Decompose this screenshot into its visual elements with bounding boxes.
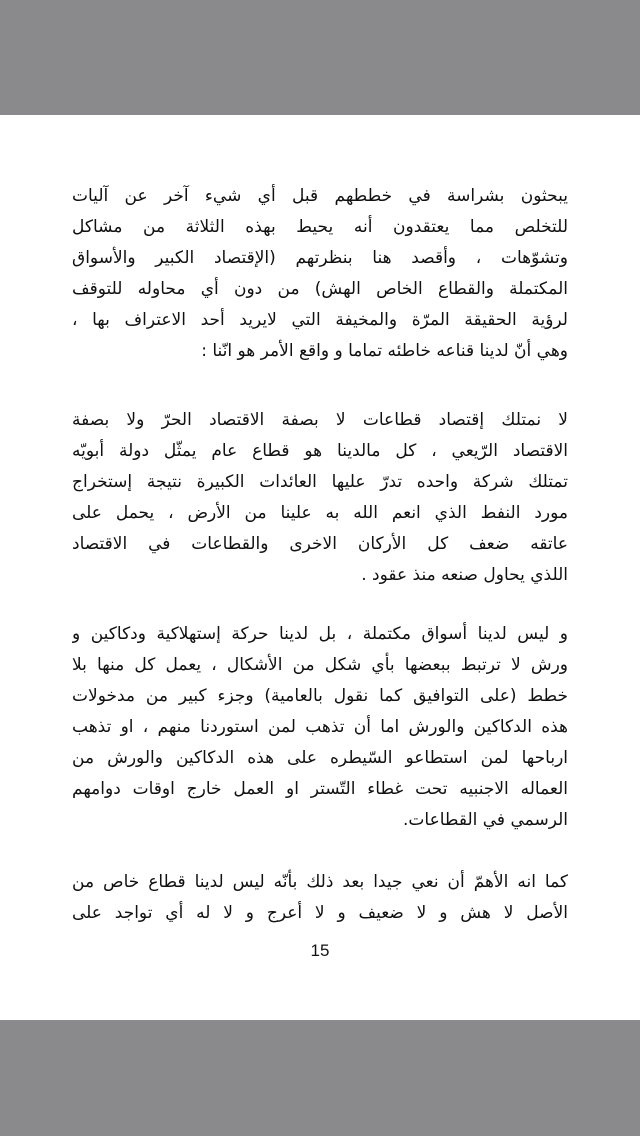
text-line: لرؤية الحقيقة المرّة والمخيفة التي لايريد أحد الاعتراف بها ، xyxy=(72,310,568,330)
text-line: تمتلك شركة واحده تدرّ عليها العائدات الكبيرة نتيجة إستخراج xyxy=(72,472,568,492)
text-line: كما انه الأهمّ أن نعي جيدا بعد ذلك بأنّه ليس لدينا قطاع خاص من xyxy=(72,872,568,892)
text-line: خطط (على التوافيق كما نقول بالعامية) وجزء كبير من مدخولات xyxy=(72,686,568,706)
book-page xyxy=(0,115,640,1020)
text-line: و ليس لدينا أسواق مكتملة ، بل لدينا حركة إستهلاكية ودكاكين و xyxy=(72,624,568,644)
text-line: الرسمي في القطاعات. xyxy=(403,810,568,830)
text-line: الأصل لا هش و لا ضعيف و لا أعرج و لا له أي تواجد على xyxy=(72,903,568,923)
text-line: عاتقه ضعف كل الأركان الاخرى والقطاعات في الاقتصاد xyxy=(72,534,568,554)
paragraph xyxy=(72,405,568,591)
text-line: يبحثون بشراسة في خططهم قبل أي شيء آخر عن آليات xyxy=(72,186,568,206)
text-line: العماله الاجنبيه تحت غطاء التّستر او العمل خارج اوقات دوامهم xyxy=(72,779,568,799)
top-toolbar-area xyxy=(0,0,640,115)
paragraph xyxy=(72,619,568,836)
text-line: للتخلص مما يعتقدون أنه يحيط بهذه الثلاثة من مشاكل xyxy=(72,217,568,237)
text-line: ورش لا ترتبط ببعضها بأي شكل من الأشكال ، يعمل كل منها بلا xyxy=(72,655,568,675)
text-line: وهي أنّ لدينا قناعه خاطئه تماما و واقع الأمر هو انّنا : xyxy=(201,341,568,361)
text-line: هذه الدكاكين والورش اما أن تذهب لمن استوردنا منهم ، او تذهب xyxy=(72,717,568,737)
text-line: الاقتصاد الرّيعي ، كل مالدينا هو قطاع عام يمثّل دولة أبويّه xyxy=(72,441,568,461)
paragraph xyxy=(72,867,568,929)
text-line: المكتملة والقطاع الخاص الهش) من دون أي محاوله للتوقف xyxy=(72,279,568,299)
text-line: وتشوّهات ، وأقصد هنا بنظرتهم (الإقتصاد الكبير والأسواق xyxy=(72,248,568,268)
text-line: لا نمتلك إقتصاد قطاعات لا بصفة الاقتصاد الحرّ ولا بصفة xyxy=(72,410,568,430)
text-line: ارباحها لمن استطاعو السّيطره على هذه الدكاكين والورش من xyxy=(72,748,568,768)
text-line: مورد النفط الذي انعم الله به علينا من الأرض ، يحمل على xyxy=(72,503,568,523)
paragraph xyxy=(72,181,568,367)
bottom-toolbar-area xyxy=(0,1020,640,1136)
text-line: اللذي يحاول صنعه منذ عقود . xyxy=(361,565,568,585)
page-number: 15 xyxy=(310,941,330,960)
